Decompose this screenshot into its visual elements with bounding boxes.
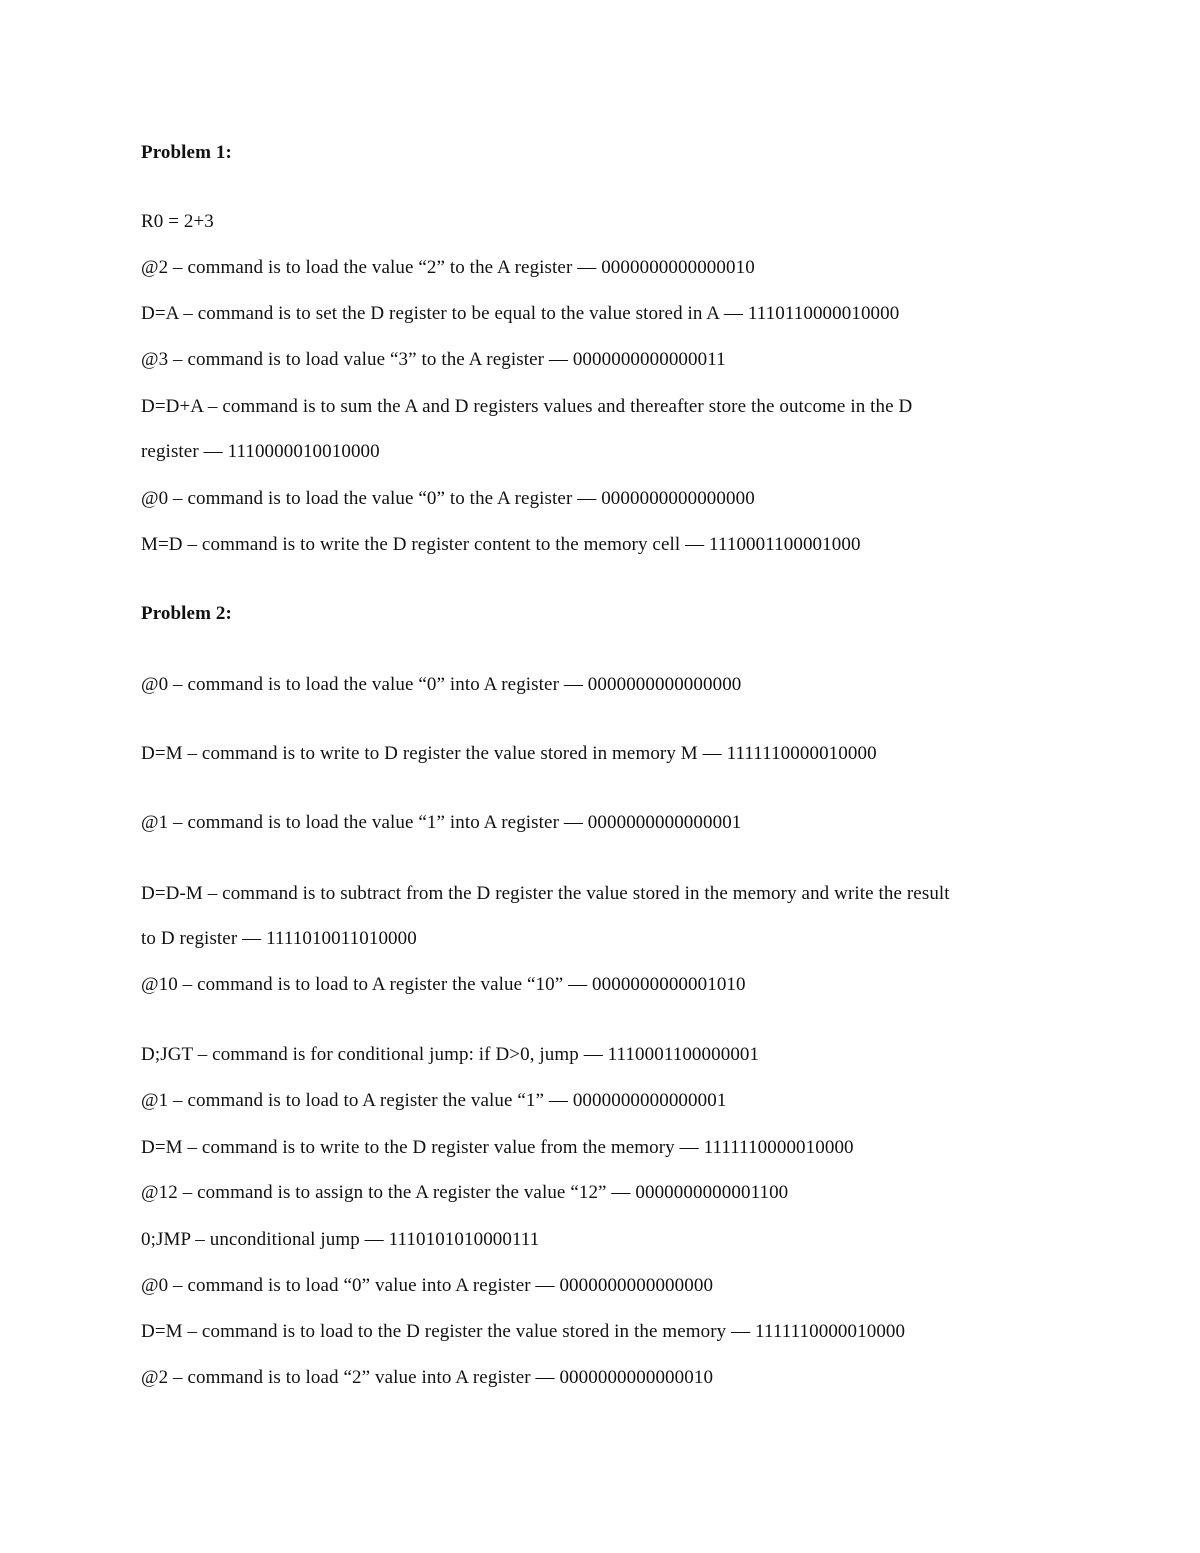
problem-2-line: D=D-M – command is to subtract from the D register the value stored in the memory and write the result	[141, 883, 950, 904]
problem-1-line: @2 – command is to load the value “2” to the A register — 0000000000000010	[141, 257, 755, 278]
problem-2-line: to D register — 1111010011010000	[141, 928, 417, 949]
problem-2-line: @0 – command is to load “0” value into A register — 0000000000000000	[141, 1275, 714, 1296]
problem-2-heading: Problem 2:	[141, 603, 232, 624]
problem-2-line: @1 – command is to load the value “1” into A register — 0000000000000001	[141, 812, 742, 833]
problem-2-line: D=M – command is to load to the D register the value stored in the memory — 1111110000010000	[141, 1321, 906, 1342]
problem-1-line: @0 – command is to load the value “0” to the A register — 0000000000000000	[141, 488, 755, 509]
problem-2-line: D=M – command is to write to the D register value from the memory — 1111110000010000	[141, 1137, 854, 1158]
problem-2-line: D=M – command is to write to D register the value stored in memory M — 1111110000010000	[141, 743, 877, 764]
problem-1-heading: Problem 1:	[141, 142, 232, 163]
problem-2-line: D;JGT – command is for conditional jump: if D>0, jump — 1110001100000001	[141, 1044, 760, 1065]
problem-1-line: D=D+A – command is to sum the A and D registers values and thereafter store the outcome in the D	[141, 396, 913, 417]
problem-2-line: @12 – command is to assign to the A register the value “12” — 0000000000001100	[141, 1182, 789, 1203]
problem-2-line: @0 – command is to load the value “0” into A register — 0000000000000000	[141, 674, 742, 695]
problem-1-line: M=D – command is to write the D register content to the memory cell — 1110001100001000	[141, 534, 861, 555]
problem-1-line: @3 – command is to load value “3” to the A register — 0000000000000011	[141, 349, 726, 370]
problem-2-line: @10 – command is to load to A register the value “10” — 0000000000001010	[141, 974, 746, 995]
problem-1-line: register — 1110000010010000	[141, 441, 380, 462]
problem-1-line: R0 = 2+3	[141, 211, 214, 232]
problem-2-line: @1 – command is to load to A register the value “1” — 0000000000000001	[141, 1090, 727, 1111]
problem-2-line: @2 – command is to load “2” value into A register — 0000000000000010	[141, 1367, 714, 1388]
problem-1-line: D=A – command is to set the D register to be equal to the value stored in A — 1110110000010000	[141, 303, 900, 324]
problem-2-line: 0;JMP – unconditional jump — 1110101010000111	[141, 1229, 540, 1250]
